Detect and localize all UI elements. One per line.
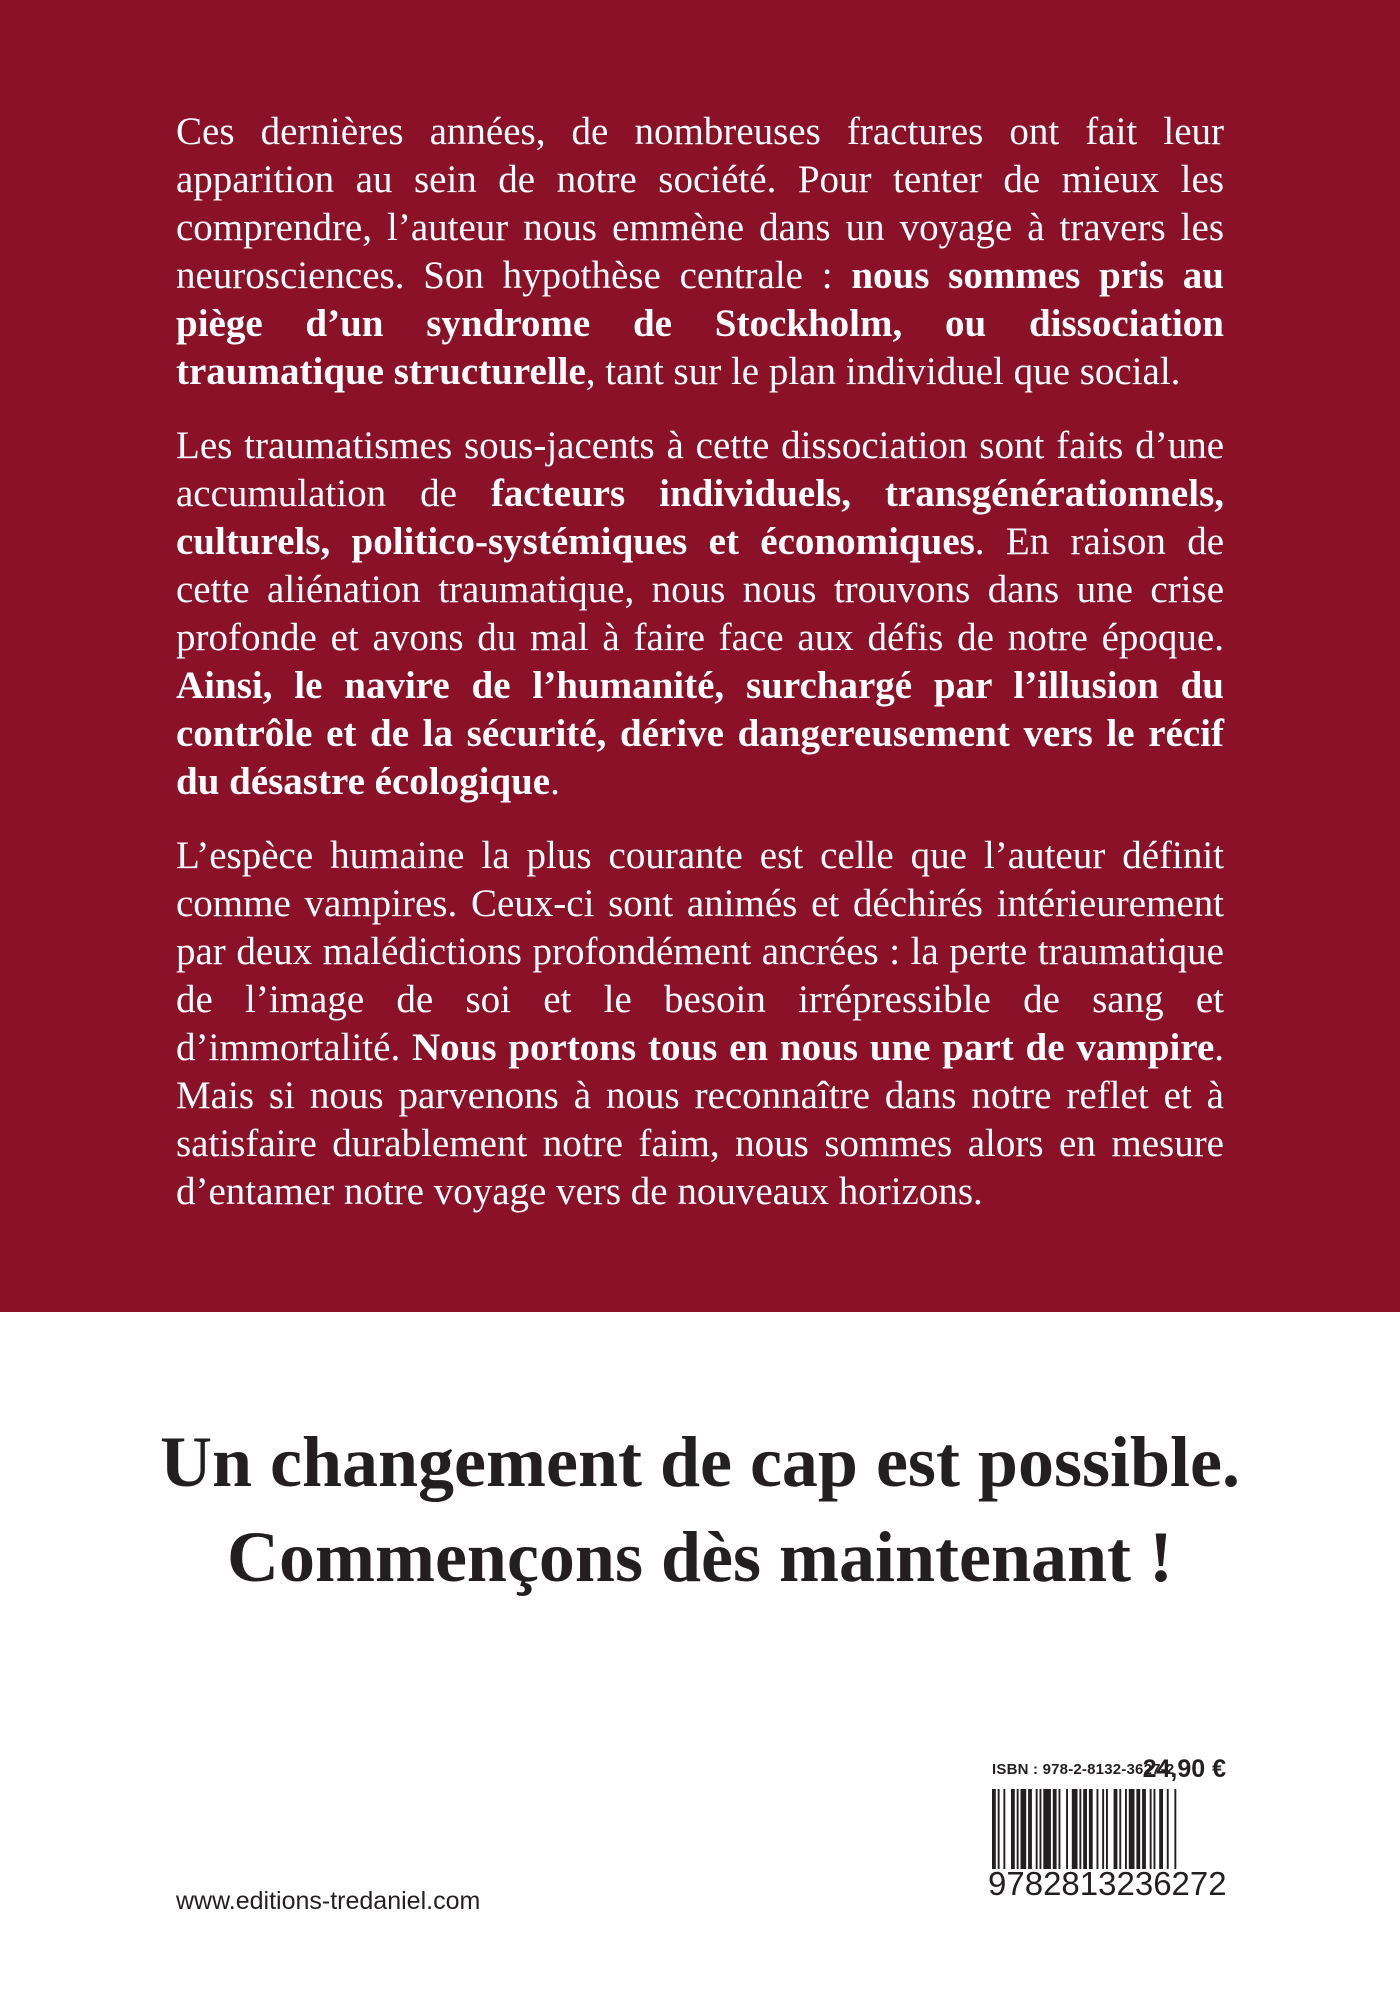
barcode-digit-group: 9 (988, 1865, 1007, 1902)
barcode-bar (1011, 1789, 1015, 1869)
barcode-bar (1040, 1789, 1042, 1869)
body-text: . Mais si nous parvenons à nous reconnaître dans notre reflet et à satisfaire durablement notre faim, nous sommes alors en mesure d’entamer notre voyage vers de nouveaux horizons. (176, 1026, 1225, 1213)
barcode-bar (1129, 1789, 1135, 1869)
barcode-bar (1125, 1789, 1127, 1869)
barcode-bar (1079, 1789, 1081, 1869)
body-text: L’espèce humaine la plus courante est celle que l’auteur définit comme vampires. Ceux-ci sont animés et déchirés intérieurement par deux malédictions profondément ancrées : la perte traumatique de l’image de soi et le besoin irrépressible de sang et d’immortalité. (176, 834, 1224, 1069)
barcode-bar (1106, 1789, 1108, 1869)
barcode-bar (1017, 1789, 1019, 1869)
price-label: 24,90 € (1142, 1755, 1226, 1783)
blurb-text (176, 108, 1224, 1242)
barcode-bar (1174, 1789, 1176, 1869)
barcode-bar (1114, 1789, 1118, 1869)
emphasis-text: Nous portons tous en nous une part de vampire (412, 1026, 1215, 1069)
barcode-bar (1136, 1789, 1140, 1869)
emphasis-text: facteurs individuels, transgénérationnels, culturels, politico-systémiques et économiques (176, 472, 1224, 563)
barcode-bar (1119, 1789, 1121, 1869)
tagline (0, 1415, 1400, 1605)
barcode-bar (1142, 1789, 1146, 1869)
body-text: Les traumatismes sous-jacents à cette dissociation sont faits d’une accumulation de (176, 424, 1224, 515)
barcode-bar (1097, 1789, 1099, 1869)
barcode-bar (1154, 1789, 1156, 1869)
barcode-bar (1167, 1789, 1169, 1869)
barcode-bar (1083, 1789, 1087, 1869)
barcode-bar (992, 1789, 996, 1869)
barcode-digit-group: 782813 (1006, 1865, 1117, 1902)
barcode-bar (1021, 1789, 1027, 1869)
barcode-bar (1028, 1789, 1032, 1869)
barcode-bar (1150, 1789, 1152, 1869)
publisher-website[interactable]: www.editions-tredaniel.com (176, 1887, 481, 1915)
body-text: . (550, 760, 560, 803)
barcode-bar (1053, 1789, 1057, 1869)
barcode-bar (1159, 1789, 1163, 1869)
barcode-bar (1066, 1789, 1068, 1869)
barcode-bar (998, 1789, 1000, 1869)
emphasis-text: nous sommes pris au piège d’un syndrome de Stockholm, ou dissociation traumatique structurelle (176, 254, 1224, 393)
tagline-line-1: Un changement de cap est possible. (159, 1422, 1241, 1502)
tagline-line-2: Commençons dès maintenant ! (227, 1517, 1173, 1597)
barcode-digits (986, 1867, 1226, 1901)
isbn-label: ISBN : 978-2-8132-3627-2 (992, 1761, 1175, 1778)
body-text: . En raison de cette aliénation traumatique, nous nous trouvons dans une crise profonde et avons du mal à faire face aux défis de notre époque. (176, 520, 1224, 659)
blurb-paragraph (176, 108, 1224, 396)
barcode-bar (1072, 1789, 1078, 1869)
barcode-bar (1059, 1789, 1061, 1869)
body-text: Ces dernières années, de nombreuses fractures ont fait leur apparition au sein de notre société. Pour tenter de mieux les comprendre, l’auteur nous emmène dans un voyage à travers les neurosciences. Son hypothèse centrale : (176, 110, 1224, 297)
barcode-bar (1089, 1789, 1093, 1869)
barcode-bar (1043, 1789, 1051, 1869)
barcode-block (986, 1753, 1226, 1901)
barcode-image (986, 1789, 1226, 1869)
blurb-paragraph (176, 422, 1224, 806)
blurb-paragraph (176, 832, 1224, 1216)
barcode-bar (1036, 1789, 1038, 1869)
barcode-digit-group: 236272 (1116, 1865, 1227, 1902)
barcode-bar (1003, 1789, 1005, 1869)
emphasis-text: Ainsi, le navire de l’humanité, surchargé par l’illusion du contrôle et de la sécurité, dérive dangereusement vers le récif du désastre écologique (176, 664, 1224, 803)
barcode-bar (1102, 1789, 1104, 1869)
body-text: , tant sur le plan individuel que social. (585, 350, 1181, 393)
